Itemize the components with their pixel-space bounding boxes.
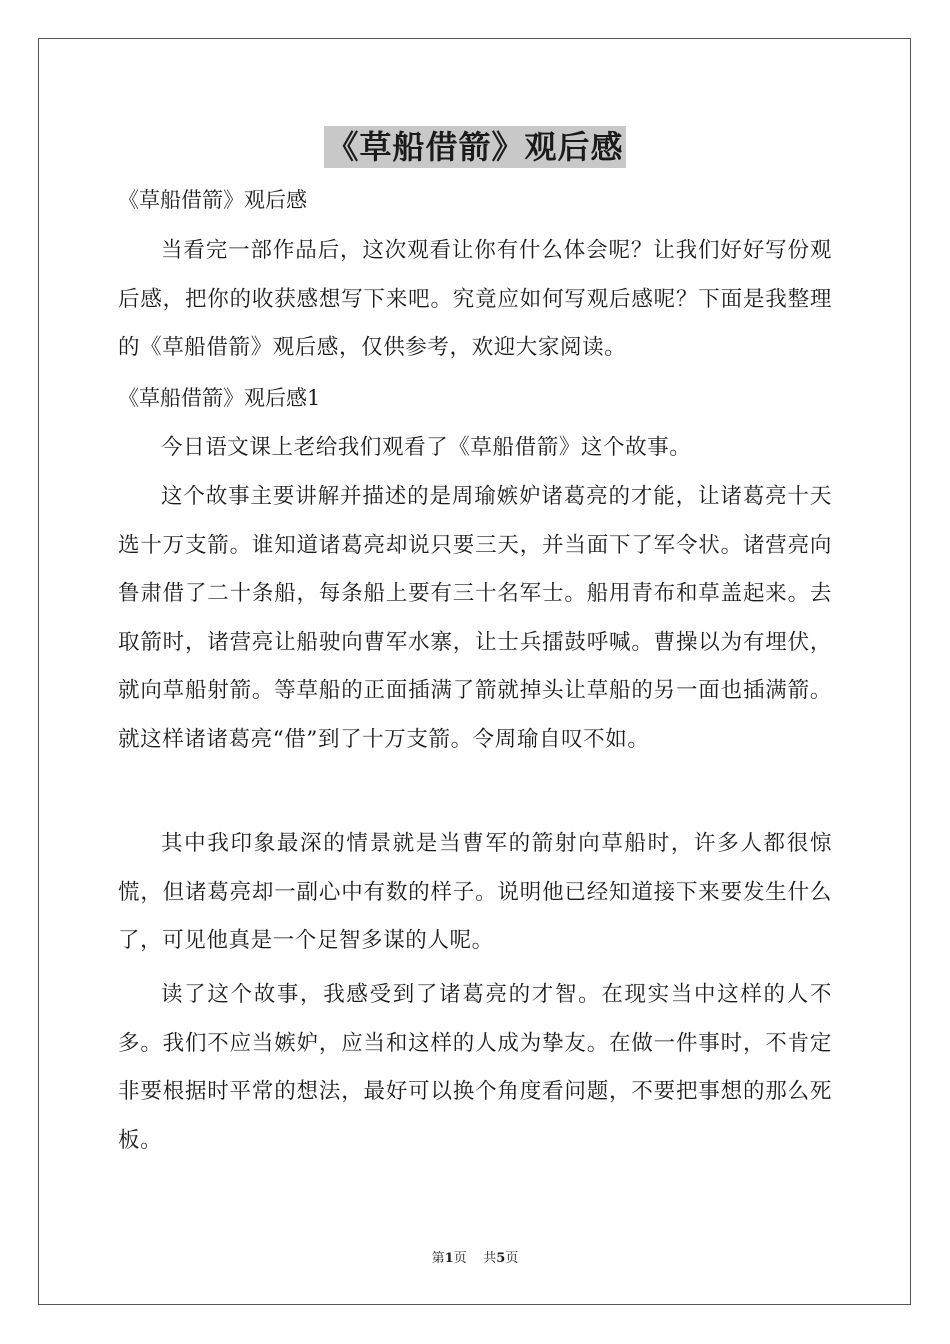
body-paragraph-2: 这个故事主要讲解并描述的是周瑜嫉妒诸葛亮的才能，让诸葛亮十天选十万支箭。谁知道诸葛亮却说只要三天，并当面下了军令状。诸营亮向鲁肃借了二十条船，每条船上要有三十名军士。船用青布和草盖起来。去取箭时，诸营亮让船驶向曹军水寨，让士兵擂鼓呼喊。曹操以为有埋伏，就向草船射箭。等草船的正面插满了箭就掉头让草船的另一面也插满箭。就这样诸诸葛亮“借”到了十万支箭。令周瑜自叹不如。: [118, 484, 832, 752]
intro-paragraph: 当看完一部作品后，这次观看让你有什么体会呢？让我们好好写份观后感，把你的收获感想写下来吧。究竟应如何写观后感呢？下面是我整理的《草船借箭》观后感，仅供参考，欢迎大家阅读。: [118, 238, 832, 360]
title-container: [0, 126, 950, 168]
total-label-suffix: 页: [505, 1251, 519, 1266]
page-current: 1: [444, 1251, 454, 1266]
total-label-prefix: 共: [483, 1251, 497, 1266]
body-paragraph-3: 其中我印象最深的情景就是当曹军的箭射向草船时，许多人都很惊慌，但诸葛亮却一副心中有数的样子。说明他已经知道接下来要发生什么了，可见他真是一个足智多谋的人呢。: [118, 831, 832, 953]
page-total: 5: [496, 1251, 506, 1266]
section-heading: 《草船借箭》观后感1: [118, 386, 321, 410]
page-footer: [0, 1247, 950, 1266]
page-label-prefix: 第: [431, 1251, 445, 1266]
page-label-suffix: 页: [453, 1251, 467, 1266]
intro-heading: 《草船借箭》观后感: [118, 188, 307, 212]
body-paragraph-1: 今日语文课上老给我们观看了《草船借箭》这个故事。: [161, 435, 692, 460]
document-title: 《草船借箭》观后感: [326, 128, 624, 166]
body-paragraph-4: 读了这个故事，我感受到了诸葛亮的才智。在现实当中这样的人不多。我们不应当嫉妒，应当和这样的人成为挚友。在做一件事时，不肯定非要根据时平常的想法，最好可以换个角度看问题，不要把事想的那么死板。: [118, 982, 832, 1153]
